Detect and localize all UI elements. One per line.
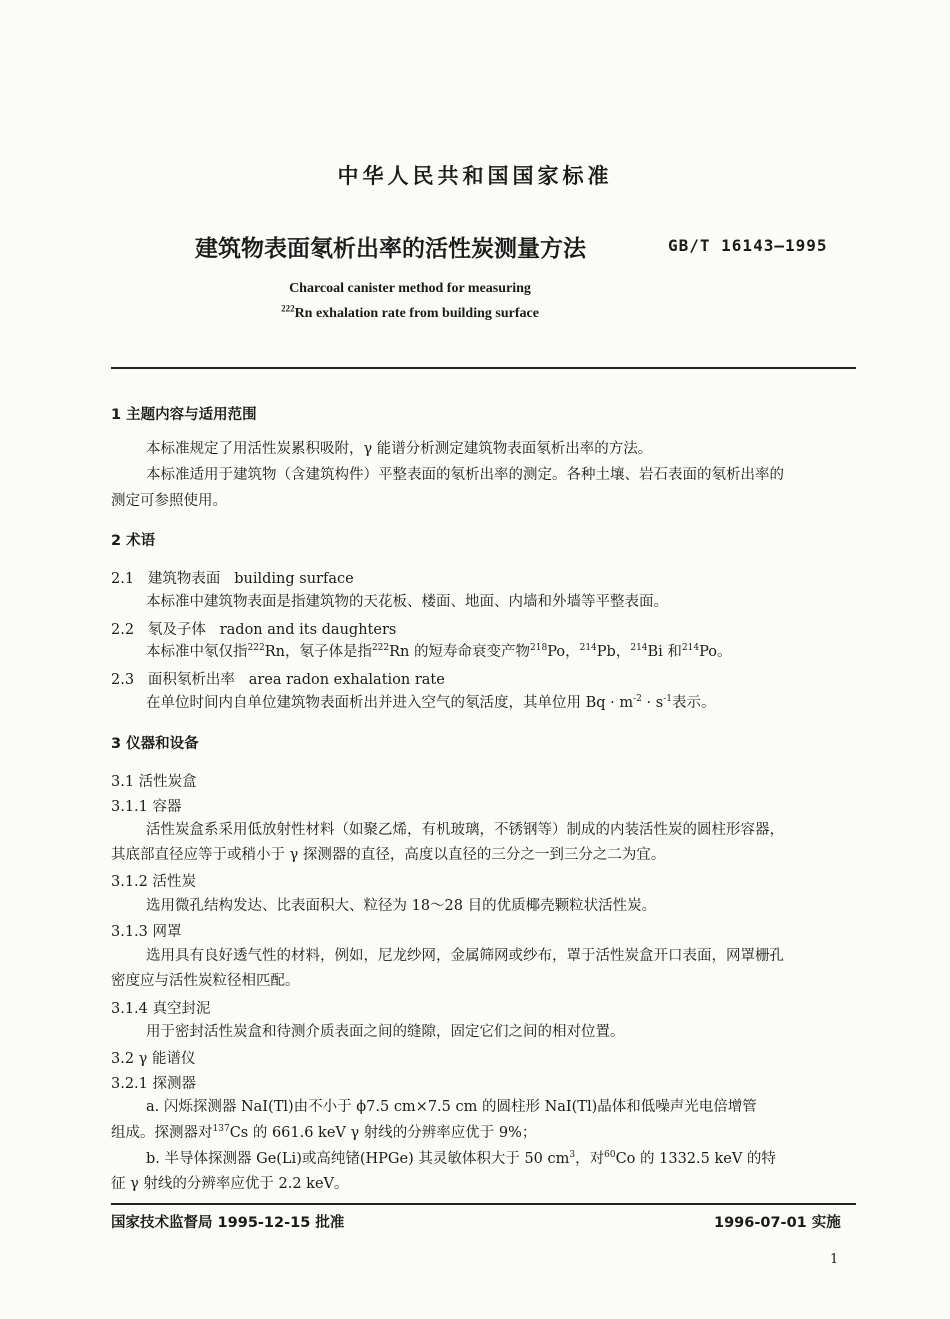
- document-title: 建筑物表面氡析出率的活性炭测量方法: [195, 236, 586, 262]
- term-2-2-definition: 本标准中氡仅指$^{222}$Rn，氡子体是指$^{222}$Rn 的短寿命衰变产物$^{218}$Po，$^{214}$Pb，$^{214}$Bi 和$^{214}$Po。: [146, 643, 732, 660]
- section-1-paragraph-1: 本标准规定了用活性炭累积吸附，γ 能谱分析测定建筑物表面氡析出率的方法。: [146, 441, 653, 457]
- section-1-paragraph-2-cont: 测定可参照使用。: [111, 493, 227, 509]
- paragraph-3-1-3-cont: 密度应与活性炭粒径相匹配。: [111, 973, 300, 989]
- section-1-heading: 1 主题内容与适用范围: [111, 407, 257, 423]
- item-a-cont: 组成。探测器对$^{137}$Cs 的 661.6 keV γ 射线的分辨率应优于 9%；: [111, 1124, 537, 1141]
- paragraph-3-1-1-cont: 其底部直径应等于或稍小于 γ 探测器的直径，高度以直径的三分之一到三分之二为宜。: [111, 847, 666, 863]
- item-b: b. 半导体探测器 Ge(Li)或高纯锗(HPGe) 其灵敏体积大于 50 $cm^3$，对$^{60}$Co 的 1332.5 keV 的特: [146, 1150, 776, 1167]
- section-3-heading: 3 仪器和设备: [111, 736, 199, 752]
- subsection-3-2: 3.2 γ 能谱仪: [111, 1051, 196, 1067]
- page-number: 1: [830, 1252, 839, 1267]
- term-2-2: 2.2 氡及子体 radon and its daughters: [111, 622, 397, 638]
- item-a: a. 闪烁探测器 NaI(Tl)由不小于 ϕ7.5 cm×7.5 cm 的圆柱形 NaI(Tl)晶体和低噪声光电倍增管: [146, 1099, 757, 1115]
- paragraph-3-1-1: 活性炭盒系采用低放射性材料（如聚乙烯，有机玻璃，不锈钢等）制成的内装活性炭的圆柱形容器，: [146, 822, 784, 838]
- english-title-line2: $^{222}$Rn exhalation rate from building surface: [281, 303, 539, 321]
- section-1-paragraph-2: 本标准适用于建筑物（含建筑构件）平整表面的氡析出率的测定。各种土壤、岩石表面的氡析出率的: [146, 467, 784, 483]
- header-rule: [111, 367, 856, 369]
- implementation-date: 1996-07-01 实施: [714, 1215, 841, 1231]
- footer-rule: [111, 1203, 856, 1205]
- standard-number: GB/T 16143—1995: [668, 236, 828, 255]
- term-2-3-definition: 在单位时间内自单位建筑物表面析出并进入空气的氡活度，其单位用 $Bq \cdot m^{-2} \cdot s^{-1}$表示。: [146, 694, 716, 711]
- subsection-3-1: 3.1 活性炭盒: [111, 774, 197, 790]
- paragraph-3-1-3: 选用具有良好透气性的材料，例如，尼龙纱网，金属筛网或纱布，罩于活性炭盒开口表面，网罩栅孔: [146, 948, 784, 964]
- subsection-3-1-3: 3.1.3 网罩: [111, 924, 182, 940]
- term-2-1-definition: 本标准中建筑物表面是指建筑物的天花板、楼面、地面、内墙和外墙等平整表面。: [146, 594, 668, 610]
- approval-date: 国家技术监督局 1995-12-15 批准: [111, 1215, 345, 1231]
- paragraph-3-1-2: 选用微孔结构发达、比表面积大、粒径为 18～28 目的优质椰壳颗粒状活性炭。: [146, 898, 657, 914]
- subsection-3-1-2: 3.1.2 活性炭: [111, 874, 197, 890]
- item-b-cont: 征 γ 射线的分辨率应优于 2.2 keV。: [111, 1176, 349, 1192]
- term-2-1: 2.1 建筑物表面 building surface: [111, 571, 354, 587]
- subsection-3-1-4: 3.1.4 真空封泥: [111, 1001, 211, 1017]
- english-title-line1: Charcoal canister method for measuring: [289, 281, 531, 296]
- standard-category: 中华人民共和国国家标准: [337, 164, 613, 188]
- subsection-3-1-1: 3.1.1 容器: [111, 799, 182, 815]
- term-2-3: 2.3 面积氡析出率 area radon exhalation rate: [111, 672, 445, 688]
- section-2-heading: 2 术语: [111, 533, 156, 549]
- subsection-3-2-1: 3.2.1 探测器: [111, 1076, 197, 1092]
- paragraph-3-1-4: 用于密封活性炭盒和待测介质表面之间的缝隙，固定它们之间的相对位置。: [146, 1024, 625, 1040]
